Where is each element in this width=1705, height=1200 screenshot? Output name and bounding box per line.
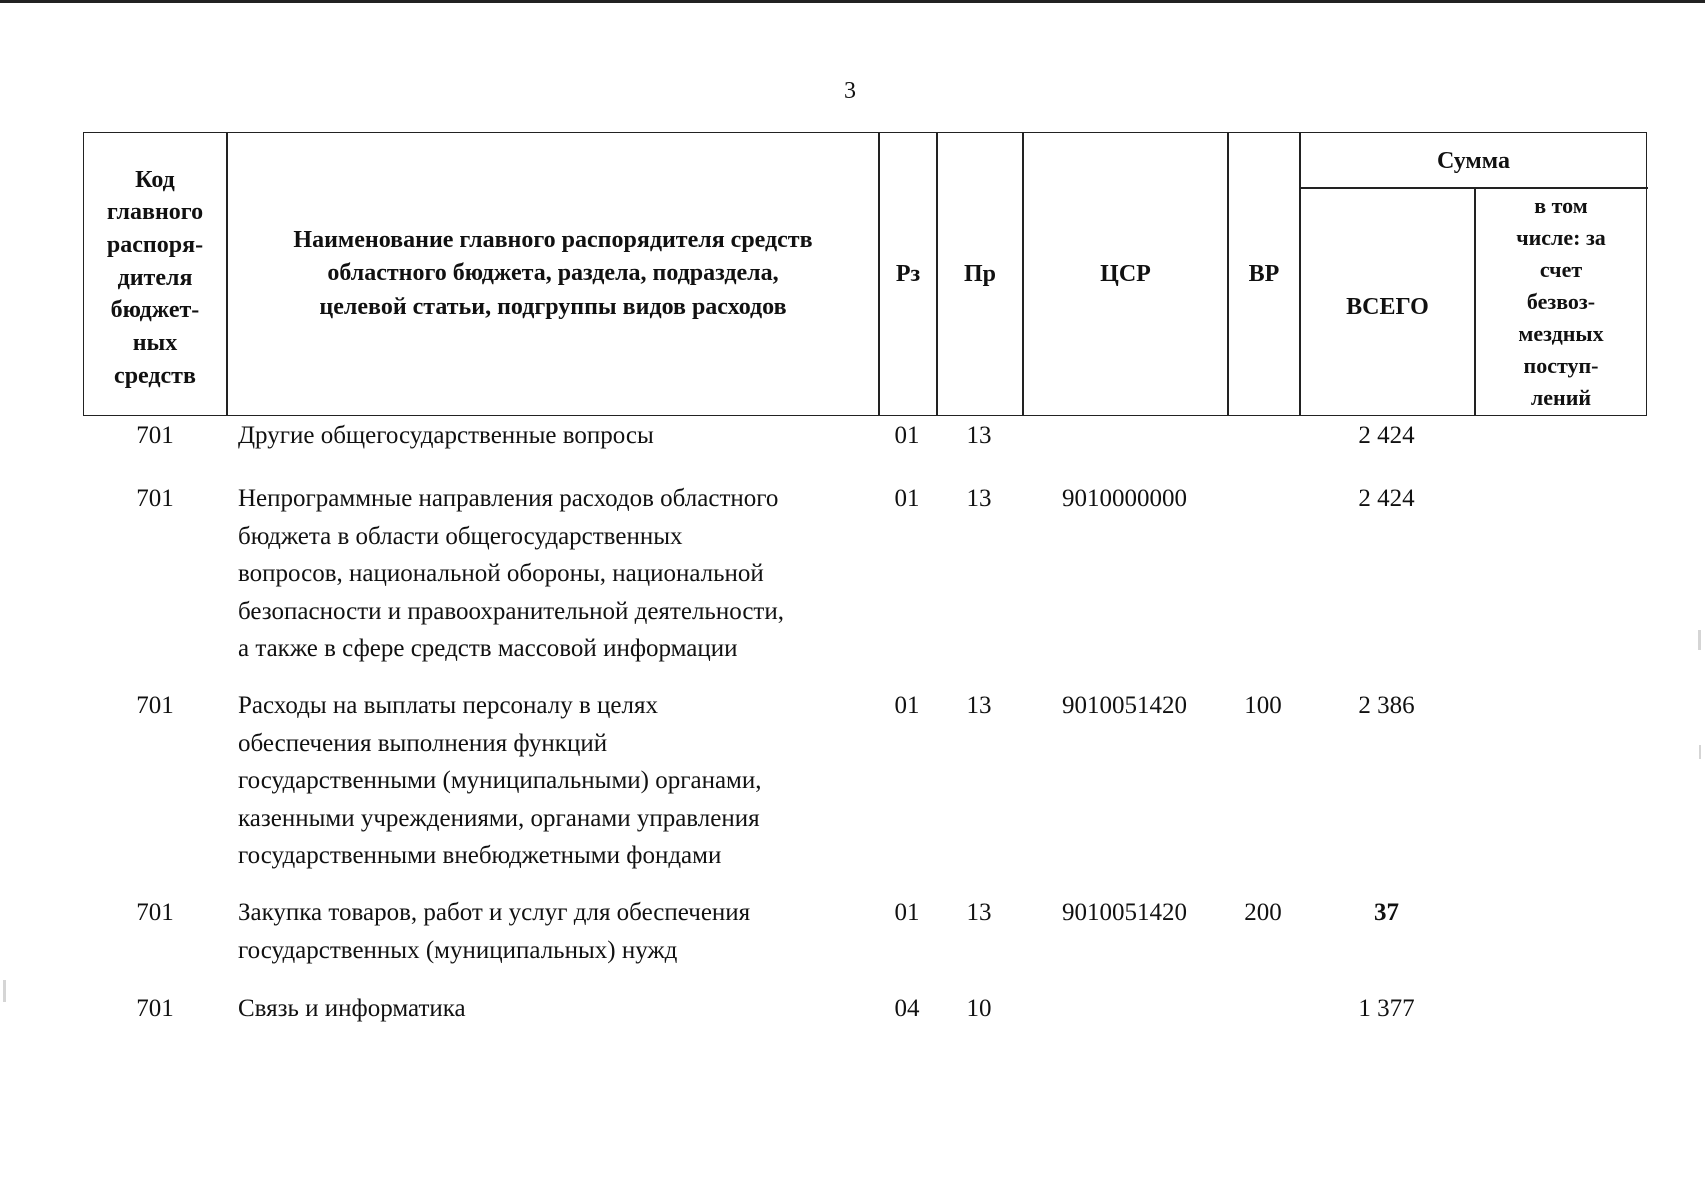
cell-pr: 13 <box>966 899 992 926</box>
cell-total: 2 424 <box>1358 422 1415 449</box>
cell-name: Связь и информатика <box>238 995 466 1022</box>
cell-total: 37 <box>1374 899 1399 926</box>
cell-total: 2 424 <box>1358 485 1415 512</box>
header-incl <box>1476 189 1646 415</box>
page-number: 3 <box>844 78 856 104</box>
cell-rz: 01 <box>894 422 920 449</box>
header-rz: Рз <box>895 261 921 287</box>
cell-rz: 01 <box>894 485 920 512</box>
top-border-line <box>0 0 1705 3</box>
cell-name: Непрограммные направления расходов областного бюджета в области общегосударственных вопросов, национальной обороны, национальной безопасности и правоохранительной деятельности, а также в сфере средств массовой информации <box>238 485 784 662</box>
scan-speck <box>1699 745 1701 759</box>
cell-code: 701 <box>136 899 174 926</box>
cell-rz: 01 <box>894 692 920 719</box>
cell-code: 701 <box>136 485 174 512</box>
header-name-label: Наименование главного распорядителя средств областного бюджета, раздела, подраздела, целевой статьи, подгруппы видов расходов <box>293 227 813 320</box>
scan-speck <box>3 980 6 1002</box>
header-code-label: Код главного распоря- дителя бюджет- ных средств <box>106 166 204 389</box>
header-code <box>84 133 226 415</box>
header-csr: ЦСР <box>1100 261 1151 287</box>
cell-code: 701 <box>136 422 174 449</box>
header-pr: Пр <box>963 261 996 287</box>
cell-pr: 13 <box>966 422 992 449</box>
cell-name: Расходы на выплаты персоналу в целях обеспечения выполнения функций государственными (муниципальными) органами, казенными учреждениями, органами управления государственными внебюджетными фондами <box>238 692 762 869</box>
cell-code: 701 <box>136 995 174 1022</box>
table-header <box>83 132 1647 416</box>
cell-total: 2 386 <box>1358 692 1415 719</box>
cell-name: Другие общегосударственные вопросы <box>238 422 654 449</box>
cell-pr: 13 <box>966 485 992 512</box>
header-total: ВСЕГО <box>1346 294 1429 320</box>
scan-speck <box>1698 630 1701 650</box>
cell-rz: 04 <box>894 995 920 1022</box>
cell-vr: 100 <box>1244 692 1282 719</box>
cell-code: 701 <box>136 692 174 719</box>
cell-name: Закупка товаров, работ и услуг для обеспечения государственных (муниципальных) нужд <box>238 899 751 964</box>
header-name <box>228 133 878 415</box>
cell-csr: 9010000000 <box>1062 485 1187 512</box>
header-vr: ВР <box>1248 261 1280 287</box>
cell-csr: 9010051420 <box>1062 692 1187 719</box>
cell-pr: 10 <box>966 995 992 1022</box>
header-incl-label: в том числе: за счет безвоз- мездных поступ- лений <box>1516 193 1606 410</box>
cell-pr: 13 <box>966 692 992 719</box>
header-sum: Сумма <box>1437 147 1510 174</box>
cell-rz: 01 <box>894 899 920 926</box>
cell-total: 1 377 <box>1358 995 1415 1022</box>
cell-vr: 200 <box>1244 899 1282 926</box>
cell-csr: 9010051420 <box>1062 899 1187 926</box>
